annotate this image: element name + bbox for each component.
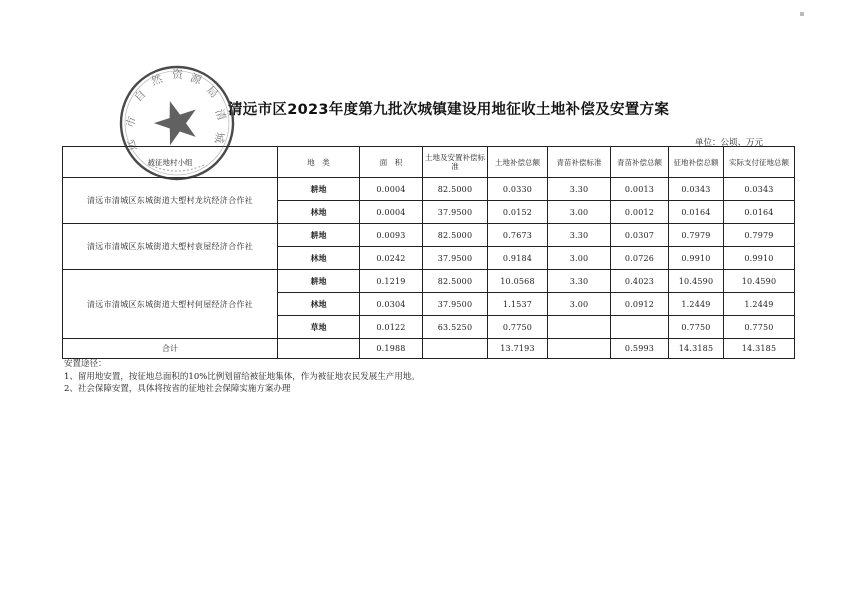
total-comp-cell: 0.0164 [669,201,724,224]
crop-std-cell: 3.00 [548,247,611,270]
area-cell: 0.1219 [360,270,423,293]
header-actual-paid: 实际支付征地总额 [724,147,795,178]
area-cell: 0.0004 [360,178,423,201]
standard-cell: 63.5250 [423,316,488,339]
crop-std-cell: 3.30 [548,178,611,201]
area-cell: 0.0242 [360,247,423,270]
org-cell: 清远市清城区东城街道大塱村龙坑经济合作社 [63,178,278,224]
standard-cell: 82.5000 [423,270,488,293]
land-type-cell: 耕地 [278,270,360,293]
crop-comp-cell: 0.0726 [611,247,669,270]
svg-text:城: 城 [212,131,227,144]
land-type-cell: 林地 [278,201,360,224]
land-comp-cell: 10.0568 [488,270,548,293]
crop-std-cell: 3.00 [548,293,611,316]
standard-cell: 82.5000 [423,224,488,247]
header-land-comp-total: 土地补偿总额 [488,147,548,178]
total-actual-paid: 14.3185 [724,339,795,359]
svg-text:市: 市 [123,114,140,130]
header-land-standard: 土地及安置补偿标准 [423,147,488,178]
total-comp-cell: 0.9910 [669,247,724,270]
document-title: 清远市区2023年度第九批次城镇建设用地征收土地补偿及安置方案 [228,102,670,118]
scan-speck [800,12,804,16]
total-label: 合计 [63,339,278,359]
svg-text:清: 清 [212,107,229,123]
actual-paid-cell: 0.0164 [724,201,795,224]
actual-paid-cell: 0.7979 [724,224,795,247]
svg-text:自: 自 [131,87,149,105]
actual-paid-cell: 10.4590 [724,270,795,293]
land-comp-cell: 0.9184 [488,247,548,270]
table-row [63,270,795,293]
crop-comp-cell: 0.0912 [611,293,669,316]
crop-std-cell: 3.30 [548,224,611,247]
land-comp-cell: 1.1537 [488,293,548,316]
crop-comp-cell: 0.0013 [611,178,669,201]
header-crop-standard: 青苗补偿标准 [548,147,611,178]
land-comp-cell: 0.7750 [488,316,548,339]
crop-comp-cell: 0.0012 [611,201,669,224]
land-comp-cell: 0.0152 [488,201,548,224]
compensation-table [62,146,795,359]
total-land-comp: 13.7193 [488,339,548,359]
crop-std-cell [548,316,611,339]
actual-paid-cell: 1.2449 [724,293,795,316]
header-crop-comp-total: 青苗补偿总额 [611,147,669,178]
area-cell: 0.0004 [360,201,423,224]
land-comp-cell: 0.7673 [488,224,548,247]
header-total-comp: 征地补偿总额 [669,147,724,178]
total-land-type [278,339,360,359]
notes-heading: 安置途径： [64,359,107,369]
land-type-cell: 耕地 [278,224,360,247]
crop-comp-cell: 0.4023 [611,270,669,293]
crop-comp-cell: 0.0307 [611,224,669,247]
actual-paid-cell: 0.0343 [724,178,795,201]
total-crop-comp: 0.5993 [611,339,669,359]
svg-text:局: 局 [203,83,221,101]
total-comp-cell: 10.4590 [669,270,724,293]
total-total-comp: 14.3185 [669,339,724,359]
total-standard [423,339,488,359]
standard-cell: 37.9500 [423,247,488,270]
org-cell: 清远市清城区东城街道大塱村袁屋经济合作社 [63,224,278,270]
svg-text:远: 远 [123,137,140,153]
total-comp-cell: 0.0343 [669,178,724,201]
total-comp-cell: 1.2449 [669,293,724,316]
svg-text:然: 然 [149,72,165,89]
header-area: 面 积 [360,147,423,178]
svg-text:资: 资 [172,68,183,81]
crop-std-cell: 3.30 [548,270,611,293]
total-crop-std [548,339,611,359]
crop-std-cell: 3.00 [548,201,611,224]
area-cell: 0.0304 [360,293,423,316]
land-type-cell: 林地 [278,293,360,316]
standard-cell: 37.9500 [423,293,488,316]
standard-cell: 82.5000 [423,178,488,201]
land-type-cell: 草地 [278,316,360,339]
area-cell: 0.0122 [360,316,423,339]
resettlement-notes [64,358,420,396]
table-row [63,224,795,247]
total-comp-cell: 0.7979 [669,224,724,247]
actual-paid-cell: 0.7750 [724,316,795,339]
area-cell: 0.0093 [360,224,423,247]
notes-item: 2、社会保障安置，具体将按省的征地社会保障实施方案办理 [64,384,291,394]
crop-comp-cell [611,316,669,339]
land-type-cell: 林地 [278,247,360,270]
notes-item: 1、留用地安置，按征地总面积的10%比例划留给被征地集体，作为被征地农民发展生产用地。 [64,371,420,382]
header-land-type: 地 类 [278,147,360,178]
org-cell: 清远市清城区东城街道大塱村何屋经济合作社 [63,270,278,339]
unit-label: 单位：公顷、万元 [695,138,764,148]
total-area: 0.1988 [360,339,423,359]
standard-cell: 37.9500 [423,201,488,224]
total-comp-cell: 0.7750 [669,316,724,339]
actual-paid-cell: 0.9910 [724,247,795,270]
header-village-group: 被征地村小组 [63,147,278,178]
table-header-row [63,147,795,178]
total-row [63,339,795,359]
svg-text:源: 源 [188,71,204,88]
land-comp-cell: 0.0330 [488,178,548,201]
land-type-cell: 耕地 [278,178,360,201]
table-row [63,178,795,201]
